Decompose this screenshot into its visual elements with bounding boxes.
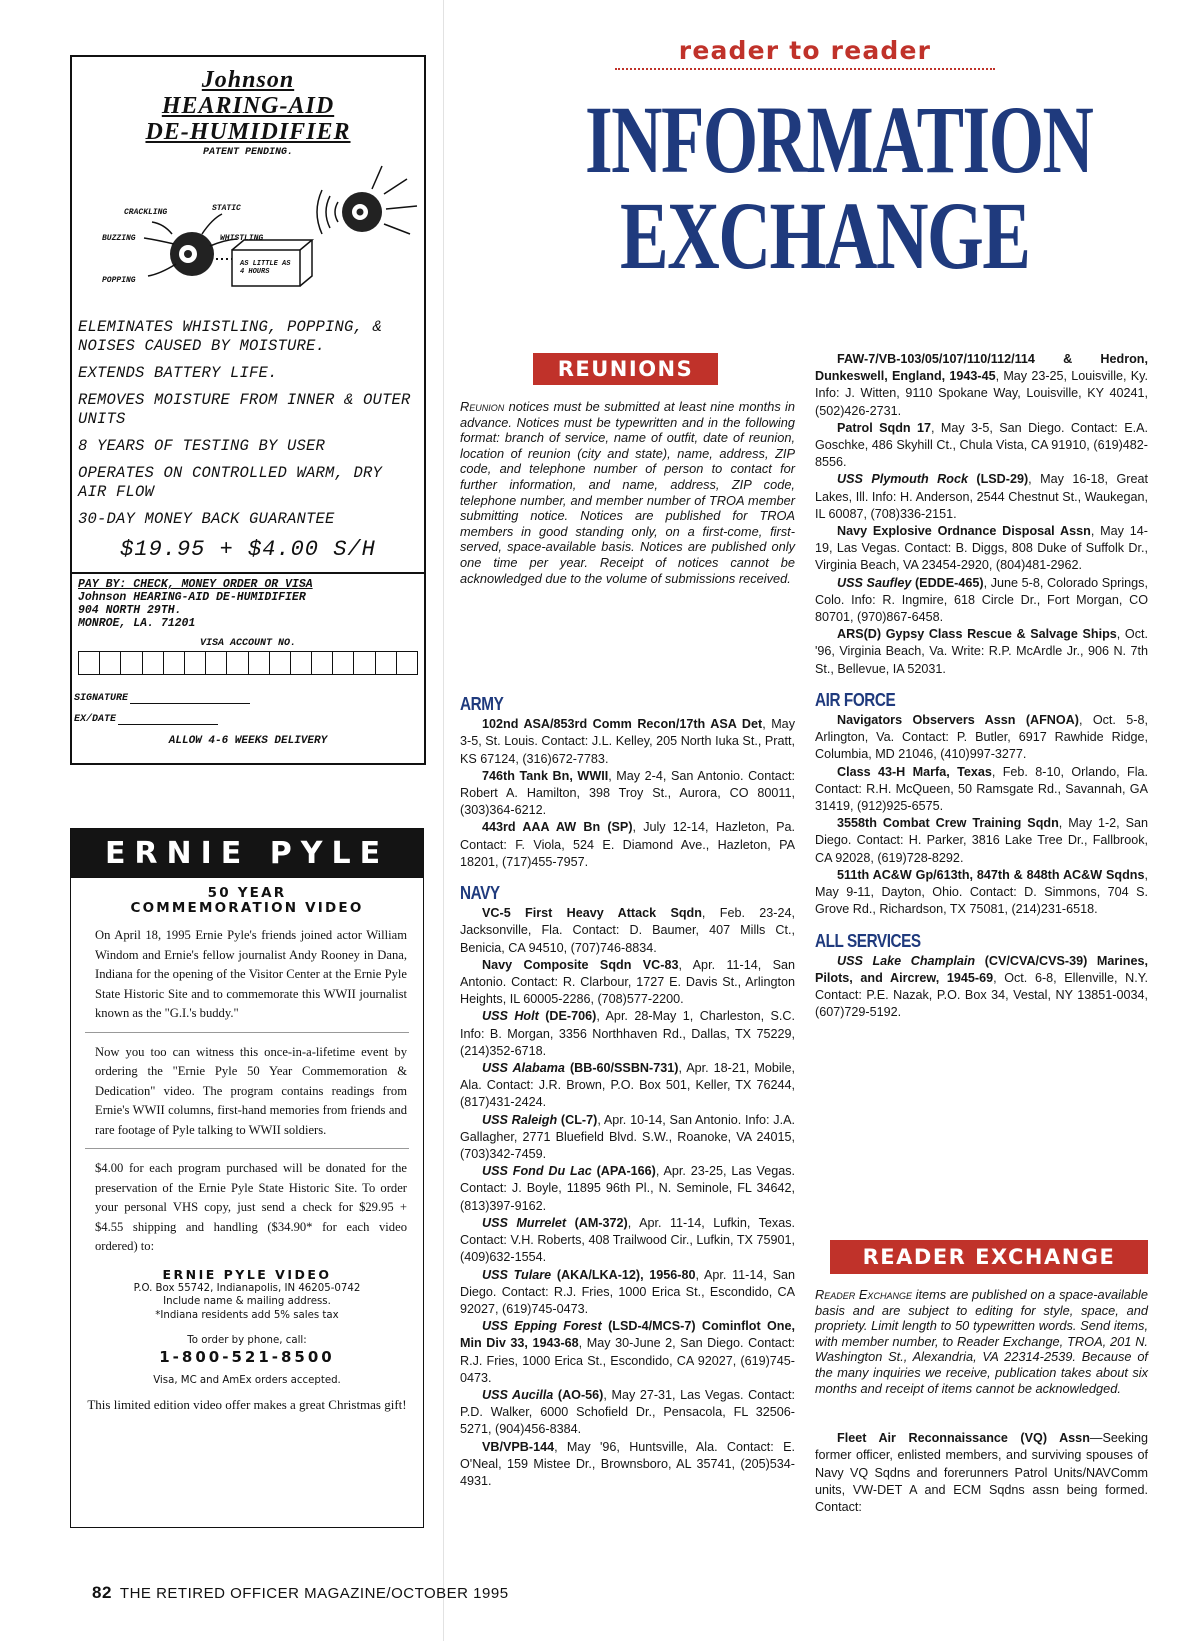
list-item: ARS(D) Gypsy Class Rescue & Salvage Ships, Oct. '96, Virginia Beach, Va. Write: R.P. McArdle Jr., 906 N. 7th St., Bellevue, IA 52031. <box>815 627 1149 676</box>
pyle-phone: 1-800-521-8500 <box>159 1347 335 1366</box>
list-item: USS Alabama (BB-60/SSBN-731), Apr. 18-21, Mobile, Ala. Contact: J.R. Brown, P.O. Box 501, Keller, TX 76244, (817)431-2424. <box>460 1061 795 1110</box>
patent-note: PATENT PENDING. <box>202 147 293 158</box>
pyle-banner: ERNIE PYLE <box>71 829 423 878</box>
pyle-paragraph: On April 18, 1995 Ernie Pyle's friends joined actor William Windom and Ernie's fellow journalist Andy Rooney in Dana, Indiana for the opening of the Visitor Center at the Ernie Pyle State Historic Site and to commemorate this WWII journalist known as the "G.I.'s buddy." <box>95 928 407 1020</box>
address-line: MONROE, LA. 71201 <box>78 617 196 630</box>
visa-label: VISA ACCOUNT NO. <box>199 638 296 649</box>
ad-price: $19.95 + $4.00 S/H <box>120 537 376 562</box>
page-number: 82 <box>92 1583 112 1602</box>
list-item: Navigators Observers Assn (AFNOA), Oct. 5-8, Arlington, Va. Contact: P. Butler, 6917 Rawhide Ridge, Columbia, MD 21046, (410)997-3277. <box>815 713 1148 762</box>
illus-label: BUZZING <box>102 234 136 243</box>
ad-feature: EXTENDS BATTERY LIFE. <box>78 364 278 382</box>
list-item: USS Fond Du Lac (APA-166), Apr. 23-25, Las Vegas. Contact: J. Boyle, 11895 96th Pl., N. Seminole, FL 34642, (813)397-9162. <box>460 1164 796 1213</box>
footer-text: THE RETIRED OFFICER MAGAZINE/OCTOBER 1995 <box>119 1585 509 1602</box>
pyle-divider <box>85 1148 409 1149</box>
ernie-pyle-ad <box>70 828 424 1528</box>
hearing-aid-ad <box>70 55 426 765</box>
illus-label: POPPING <box>102 276 136 285</box>
pyle-video-name: ERNIE PYLE VIDEO <box>162 1266 332 1282</box>
list-item: USS Saufley (EDDE-465), June 5-8, Colorado Springs, Colo. Info: R. Ingmire, 618 Circle Dr., Fort Morgan, CO 80701, (970)867-6458. <box>815 575 1148 625</box>
address-line: 904 NORTH 29TH. <box>78 604 182 617</box>
intro-lead: Reader Exchange <box>815 1287 912 1302</box>
illus-label: STATIC <box>212 204 241 213</box>
reader-exchange-banner: READER EXCHANGE <box>830 1240 1148 1274</box>
kicker-rule <box>615 68 995 70</box>
pyle-paragraph: Now you too can witness this once-in-a-lifetime event by ordering the "Ernie Pyle 50 Year Commemoration & Dedication" video. The program contains readings from Ernie's WWII columns, first-hand memories from friends and rare footage of Pyle talking to WWII soldiers. <box>95 1044 407 1137</box>
page-gutter <box>443 0 444 1641</box>
page-title: EXCHANGE <box>620 182 1030 289</box>
signature-label: SIGNATURE <box>74 693 129 704</box>
section-heading-air-force: AIR FORCE <box>815 689 896 710</box>
pyle-subtitle <box>71 886 423 916</box>
ad-title-line: Johnson <box>201 67 295 93</box>
list-item: USS Aucilla (AO-56), May 27-31, Las Vegas. Contact: P.D. Walker, 6000 Schofield Dr., Pensacola, FL 32506-5271, (904)456-8384. <box>460 1387 796 1437</box>
illus-label: CRACKLING <box>124 208 168 217</box>
list-item: 443rd AAA AW Bn (SP), July 12-14, Hazleton, Pa. Contact: F. Viola, 524 E. Diamond Ave., Hazleton, PA 18201, (717)455-7957. <box>460 820 795 869</box>
pyle-cards: Visa, MC and AmEx orders accepted. <box>153 1374 341 1386</box>
list-item: VC-5 First Heavy Attack Sqdn, Feb. 23-24, Jacksonville, Fla. Contact: D. Baumer, 407 Mills Ct., Benicia, CA 94510, (707)746-8834. <box>460 906 795 955</box>
ad-feature: REMOVES MOISTURE FROM INNER & OUTER UNITS <box>78 391 411 428</box>
intro-text: notices must be submitted at least nine months in advance. Notices must be typewritten and in the following format: branch of service, name of outfit, date of reunion, location of reunion (city and state), name, address, ZIP code, and telephone number of person to contact for further information, and name, address, ZIP code, telephone number, and member number of TROA member submitting notice. Notices are published for TROA members in good standing only, on a first-come, first-served, space-available basis. Notices are published only one time per year. Receipt of notices cannot be acknowledged due to the volume of submissions received. <box>460 399 795 586</box>
exdate-line <box>72 714 424 725</box>
list-item: USS Holt (DE-706), Apr. 28-May 1, Charleston, S.C. Info: B. Morgan, 3356 Northhaven Rd., Dallas, TX 75229, (214)352-6718. <box>460 1009 796 1058</box>
pyle-order-info <box>71 1267 423 1388</box>
hearing-aid-illustration <box>72 164 424 314</box>
pyle-subtitle-line: COMMEMORATION VIDEO <box>130 900 364 916</box>
pyle-divider <box>85 1032 409 1033</box>
column-2-listings <box>815 351 1148 1022</box>
pyle-gift: This limited edition video offer makes a great Christmas gift! <box>87 1397 407 1412</box>
pyle-phone-label: To order by phone, call: <box>187 1335 307 1346</box>
ad-feature: ELEMINATES WHISTLING, POPPING, & NOISES CAUSED BY MOISTURE. <box>78 318 383 355</box>
list-item: USS Raleigh (CL-7), Apr. 10-14, San Antonio. Info: J.A. Gallagher, 2771 Bluefield Blvd. S.W., Roanoke, VA 24015, (703)342-7459. <box>460 1112 795 1162</box>
pay-by: PAY BY: CHECK, MONEY ORDER OR VISA <box>78 578 313 591</box>
page-footer <box>92 1583 509 1603</box>
ad-title-line: DE-HUMIDIFIER <box>145 119 351 145</box>
list-item: USS Tulare (AKA/LKA-12), 1956-80, Apr. 11-14, San Diego. Contact: R.J. Fries, 1000 Erica St., Escondido, CA 92027, (619)745-0473. <box>460 1267 795 1316</box>
list-item: USS Plymouth Rock (LSD-29), May 16-18, Great Lakes, Ill. Info: H. Anderson, 2544 Chestnut St., Waukegan, IL 60087, (708)336-2151. <box>815 472 1148 521</box>
intro-lead: Reunion <box>460 399 505 414</box>
column-1-listings <box>460 696 795 1490</box>
exdate-label: EX/DATE <box>74 714 117 725</box>
reader-exchange-section <box>815 1287 1148 1516</box>
list-item: Fleet Air Reconnaissance (VQ) Assn—Seeking former officer, enlisted members, and surviving spouses of Navy VQ Sqdns and forerunners Patrol Units/NAVComm units, VW-DET A and ECM Sqdns assn being formed. Contact: <box>815 1431 1148 1514</box>
pyle-address: P.O. Box 55742, Indianapolis, IN 46205-0742 <box>133 1282 361 1294</box>
list-item: USS Lake Champlain (CV/CVA/CVS-39) Marines, Pilots, and Aircrew, 1945-69, Oct. 6-8, Ellenville, N.Y. Contact: P.E. Nazak, P.O. Box 34, Vestal, NY 13851-0034, (607)729-5192. <box>815 953 1148 1020</box>
ad-divider <box>72 572 424 574</box>
ad-feature: OPERATES ON CONTROLLED WARM, DRY AIR FLOW <box>78 464 383 501</box>
delivery-note: ALLOW 4-6 WEEKS DELIVERY <box>168 735 328 747</box>
signature-line <box>72 693 424 704</box>
ad-feature: 8 YEARS OF TESTING BY USER <box>78 437 326 455</box>
illus-label: WHISTLING <box>220 234 264 243</box>
list-item: Navy Explosive Ordnance Disposal Assn, May 14-19, Las Vegas. Contact: B. Diggs, 808 Duke of Suffolk Dr., Virginia Beach, VA 23454-2920, (804)481-2962. <box>815 524 1148 573</box>
list-item: Class 43-H Marfa, Texas, Feb. 8-10, Orlando, Fla. Contact: R.H. McQueen, 50 Ramsgate Rd., Savannah, GA 31419, (912)925-6575. <box>815 764 1148 814</box>
illus-label: AS LITTLE AS 4 HOURS <box>240 260 291 276</box>
visa-account-boxes <box>78 651 418 675</box>
list-item: Patrol Sqdn 17, May 3-5, San Diego. Contact: E.A. Goschke, 486 Skyhill Ct., Chula Vista, CA 91910, (619)482-8556. <box>815 420 1148 470</box>
list-item: USS Epping Forest (LSD-4/MCS-7) Cominflot One, Min Div 33, 1943-68, May 30-June 2, San Diego. Contact: R.J. Fries, 1000 Erica St., Escondido, CA 92027, (619)745-0473. <box>460 1319 795 1385</box>
ad-order-block <box>72 578 424 630</box>
pyle-tax: *Indiana residents add 5% sales tax <box>155 1309 339 1321</box>
section-heading-navy: NAVY <box>460 883 500 904</box>
page-title: INFORMATION <box>585 86 1093 193</box>
ad-title-line: HEARING-AID <box>161 93 335 119</box>
section-heading-army: ARMY <box>460 694 504 714</box>
pyle-paragraph: $4.00 for each program purchased will be donated for the preservation of the Ernie Pyle State Historic Site. To order your personal VHS copy, just send a check for $29.95 + $4.55 shipping and handling ($34.90* for each video ordered) to: <box>95 1161 407 1253</box>
list-item: FAW-7/VB-103/05/107/110/112/114 & Hedron, Dunkeswell, England, 1943-45, May 23-25, Louisville, Ky. Info: J. Witten, 9110 Spokane Way, Louisville, KY 40241, (502)426-2731. <box>815 352 1148 418</box>
list-item: 3558th Combat Crew Training Sqdn, May 1-2, San Diego. Contact: H. Parker, 3816 Lake Tree Dr., Fallbrook, CA 92028, (619)728-8292. <box>815 816 1148 865</box>
intro-text: items are published on a space-available basis and are subject to editing for style, space, and propriety. Limit length to 50 typewritten words. Send items, with member number, to Reader Exchange, TROA, 201 N. Washington St., Alexandria, VA 22314-2539. Because of the many inquiries we receive, publication takes about six months and receipt of items cannot be acknowledged. <box>815 1287 1148 1396</box>
list-item: USS Murrelet (AM-372), Apr. 11-14, Lufkin, Texas. Contact: V.H. Roberts, 408 Trailwood Cir., Lufkin, TX 75901, (409)632-1554. <box>460 1215 795 1265</box>
pyle-include: Include name & mailing address. <box>163 1296 331 1307</box>
reunions-intro <box>460 399 795 586</box>
section-kicker: reader to reader <box>678 36 932 65</box>
section-heading-all-services: ALL SERVICES <box>815 930 921 951</box>
list-item: 511th AC&W Gp/613th, 847th & 848th AC&W Sqdns, May 9-11, Dayton, Ohio. Contact: D. Simmons, 704 S. Grove Rd., Richardson, TX 75081, (214)231-6518. <box>815 867 1148 917</box>
list-item: 746th Tank Bn, WWII, May 2-4, San Antonio. Contact: Robert A. Hamilton, 398 Troy St., Aurora, CO 80011, (303)364-6212. <box>460 768 795 818</box>
ad-heading <box>72 57 424 158</box>
address-line: Johnson HEARING-AID DE-HUMIDIFIER <box>78 591 306 604</box>
list-item: VB/VPB-144, May '96, Huntsville, Ala. Contact: E. O'Neal, 159 Mistee Dr., Brownsboro, AL 35741, (205)534-4931. <box>460 1439 795 1488</box>
ad-feature: 30-DAY MONEY BACK GUARANTEE <box>78 510 335 528</box>
list-item: Navy Composite Sqdn VC-83, Apr. 11-14, San Antonio. Contact: R. Clarbour, 1727 E. Davis St., Arlington Heights, IL 60005-2286, (708)577-2200. <box>460 957 795 1007</box>
reunions-banner: REUNIONS <box>533 353 718 385</box>
pyle-subtitle-line: 50 YEAR <box>207 885 287 901</box>
list-item: 102nd ASA/853rd Comm Recon/17th ASA Det, May 3-5, St. Louis. Contact: J.L. Kelley, 205 North Iuka St., Pratt, KS 67124, (316)672-7783. <box>460 717 795 766</box>
